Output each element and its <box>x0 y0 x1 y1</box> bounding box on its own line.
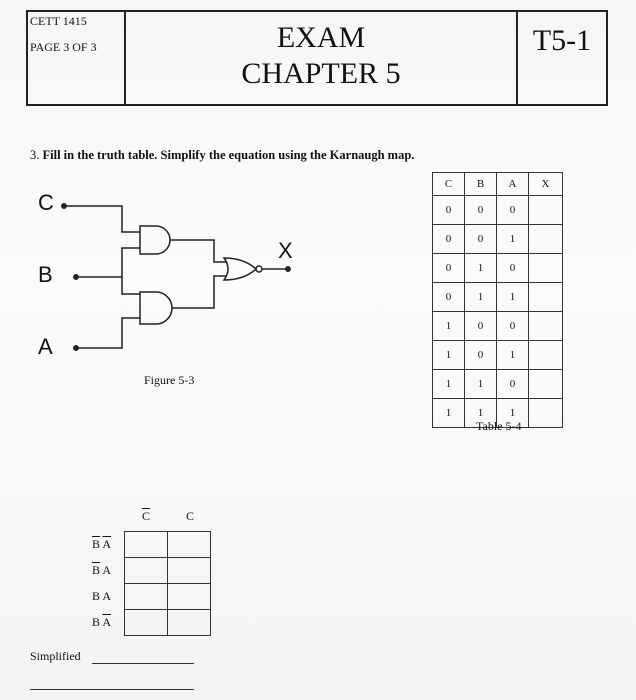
exam-code: T5-1 <box>532 24 592 57</box>
kmap-row <box>125 610 211 636</box>
kmap-row-b: B <box>92 615 101 629</box>
table-cell: 0 <box>465 341 497 370</box>
kmap-cell[interactable] <box>168 610 211 636</box>
wire-a <box>76 318 140 348</box>
simplified-label: Simplified <box>30 649 81 663</box>
kmap-cell[interactable] <box>125 558 168 584</box>
table-row <box>433 225 563 254</box>
kmap-row-header <box>92 615 111 630</box>
table-cell: 0 <box>433 254 465 283</box>
page-number: PAGE 3 OF 3 <box>30 40 97 54</box>
kmap-row-b: $\overline{B}$ <box>92 537 101 551</box>
karnaugh-map <box>124 531 211 636</box>
truth-table-header-c: C <box>433 173 465 196</box>
kmap-row <box>125 584 211 610</box>
table-cell: 1 <box>433 370 465 399</box>
answer-line[interactable] <box>30 689 194 690</box>
kmap-cell[interactable] <box>168 558 211 584</box>
table-cell: 0 <box>433 196 465 225</box>
input-label-a: A <box>38 334 53 359</box>
table-cell: 1 <box>433 312 465 341</box>
wire-and2-out <box>172 276 226 308</box>
table-cell: 1 <box>465 283 497 312</box>
table-cell: 0 <box>465 312 497 341</box>
table-cell: 0 <box>433 283 465 312</box>
figure-caption: Figure 5-3 <box>144 373 195 387</box>
table-cell: 1 <box>465 399 497 428</box>
table-cell: 0 <box>497 312 529 341</box>
kmap-row <box>125 558 211 584</box>
table-row <box>433 312 563 341</box>
question-number: 3. <box>30 148 40 162</box>
answer-cell-x[interactable] <box>529 196 563 225</box>
wire-and1-out <box>170 240 226 262</box>
kmap-cell[interactable] <box>125 584 168 610</box>
answer-cell-x[interactable] <box>529 254 563 283</box>
table-cell: 1 <box>497 225 529 254</box>
table-cell: 1 <box>433 341 465 370</box>
kmap-row-b: $\overline{B}$ <box>92 563 101 577</box>
kmap-row-b: B <box>92 589 101 603</box>
exam-title-line1: EXAM <box>276 21 366 54</box>
truth-table-header-x: X <box>529 173 563 196</box>
nor-gate <box>224 258 256 280</box>
kmap-row-a: A <box>102 563 112 577</box>
table-row <box>433 341 563 370</box>
table-row <box>433 254 563 283</box>
table-cell: 0 <box>497 370 529 399</box>
truth-table-header-b: B <box>465 173 497 196</box>
answer-cell-x[interactable] <box>529 399 563 428</box>
truth-table-header-row <box>433 173 563 196</box>
table-cell: 0 <box>497 196 529 225</box>
wire-b-branch <box>122 248 140 277</box>
table-cell: 1 <box>433 399 465 428</box>
truth-table-header-a: A <box>497 173 529 196</box>
input-label-c: C <box>38 190 54 215</box>
input-label-b: B <box>38 262 53 287</box>
kmap-cell[interactable] <box>125 610 168 636</box>
answer-cell-x[interactable] <box>529 283 563 312</box>
kmap-row-header <box>92 563 111 578</box>
kmap-row-header <box>92 537 111 552</box>
and-gate-top <box>140 226 170 254</box>
answer-cell-x[interactable] <box>529 341 563 370</box>
truth-table <box>432 172 563 428</box>
table-cell: 1 <box>497 341 529 370</box>
kmap-cell[interactable] <box>168 532 211 558</box>
table-row <box>433 196 563 225</box>
table-cell: 0 <box>465 196 497 225</box>
table-caption: Table 5-4 <box>476 419 522 433</box>
table-cell: 0 <box>465 225 497 254</box>
answer-cell-x[interactable] <box>529 370 563 399</box>
course-code: CETT 1415 <box>30 14 87 28</box>
table-row <box>433 370 563 399</box>
kmap-col-header-c-bar: $\overline{C}$ <box>142 509 151 523</box>
table-row <box>433 283 563 312</box>
answer-cell-x[interactable] <box>529 312 563 341</box>
kmap-row-header <box>92 589 111 604</box>
answer-line[interactable] <box>92 663 194 664</box>
kmap-row-a: $\overline{A}$ <box>102 537 112 551</box>
table-cell: 1 <box>465 370 497 399</box>
table-cell: 1 <box>497 283 529 312</box>
kmap-cell[interactable] <box>168 584 211 610</box>
kmap-row-a: $\overline{A}$ <box>102 615 112 629</box>
table-cell: 1 <box>465 254 497 283</box>
and-gate-bottom <box>140 292 172 324</box>
wire-c <box>64 206 140 232</box>
output-node-x <box>286 267 290 271</box>
table-cell: 0 <box>497 254 529 283</box>
kmap-col-header-c: C <box>186 509 195 523</box>
kmap-cell[interactable] <box>125 532 168 558</box>
wire-b <box>76 277 140 294</box>
question-body: Fill in the truth table. Simplify the equation using the Karnaugh map. <box>42 148 415 162</box>
table-cell: 0 <box>433 225 465 254</box>
table-cell: 1 <box>497 399 529 428</box>
exam-title-line2: CHAPTER 5 <box>241 57 401 90</box>
output-label-x: X <box>278 238 293 263</box>
kmap-row <box>125 532 211 558</box>
kmap-row-a: A <box>102 589 112 603</box>
answer-cell-x[interactable] <box>529 225 563 254</box>
